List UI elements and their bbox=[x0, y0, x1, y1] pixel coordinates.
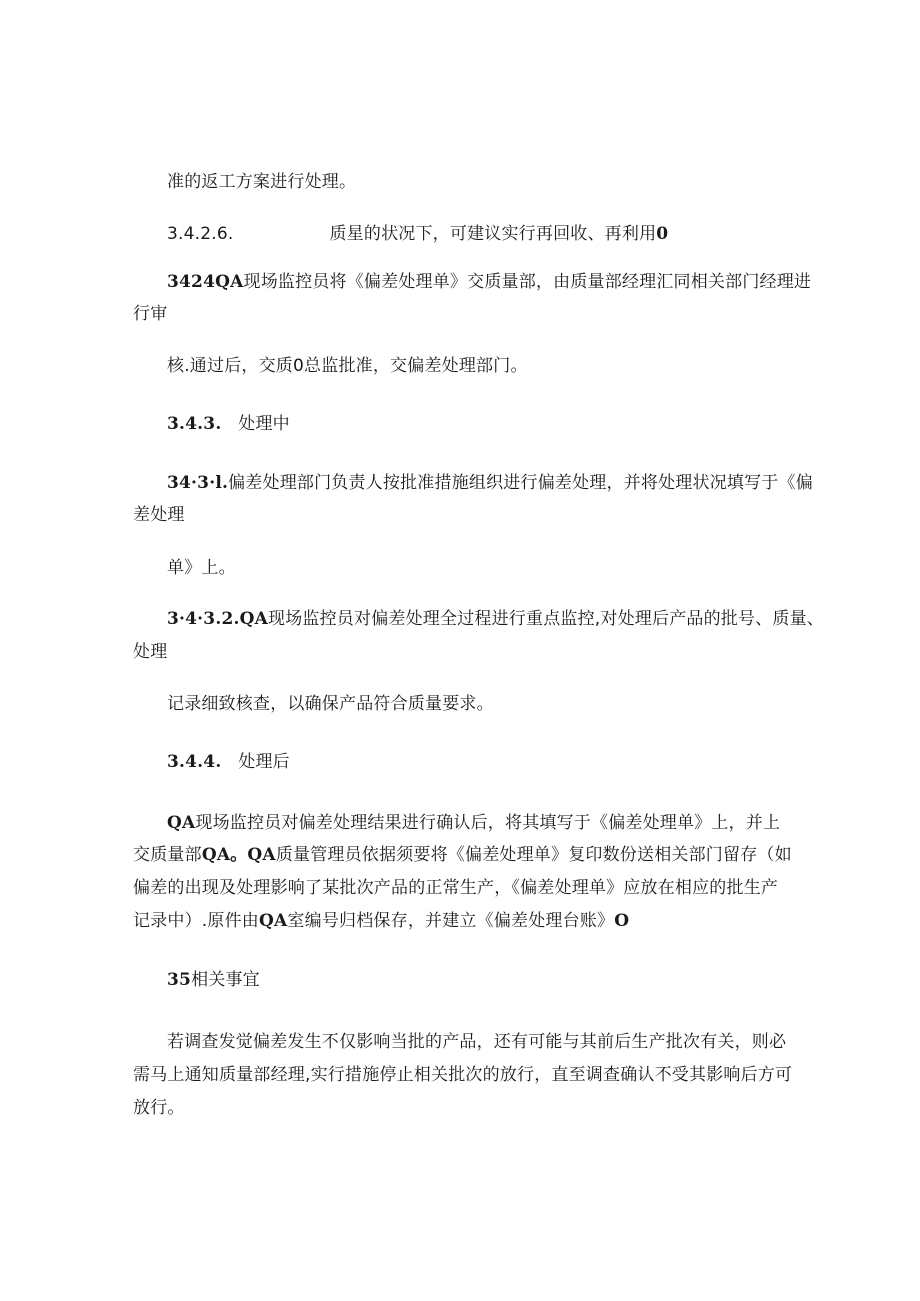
section-3-4-3-1-line2 bbox=[133, 503, 185, 527]
qa-label: QA。QA bbox=[201, 845, 276, 865]
section-3-4-3-1-line1 bbox=[167, 471, 813, 495]
section-3-4-2-6 bbox=[167, 222, 668, 246]
section-text: 现场监控员对偏差处理全过程进行重点监控,对处理后产品的批号、质量、 bbox=[268, 609, 825, 629]
heading-title: 处理中 bbox=[238, 414, 290, 434]
section-text: 偏差处理部门负责人按批准措施组织进行偏差处理，并将处理状况填写于《偏 bbox=[228, 473, 813, 493]
section-text: 处理 bbox=[133, 642, 168, 662]
text: 交质量部 bbox=[133, 845, 202, 865]
section-end: 0 bbox=[656, 224, 669, 244]
text: 若调查发觉偏差发生不仅影响当批的产品，还有可能与其前后生产批次有关，则必 bbox=[167, 1032, 787, 1052]
text: 质量管理员依据须要将《偏差处理单》复印数份送相关部门留存（如 bbox=[275, 845, 792, 865]
section-3-4-2-4-line2 bbox=[133, 302, 167, 326]
section-number: 3424QA bbox=[167, 272, 244, 292]
heading-number: 3.4.4. bbox=[167, 752, 222, 772]
text: 总监批准，交偏差处理部门。 bbox=[304, 356, 528, 376]
text: 准的返工方案进行处理。 bbox=[167, 172, 357, 192]
section-3-4-3-2-line1 bbox=[167, 607, 824, 631]
heading-title: 相关事宜 bbox=[191, 970, 260, 990]
paragraph-3-5-line1 bbox=[167, 1030, 786, 1054]
heading-number: 3.4.3. bbox=[167, 414, 222, 434]
section-3-4-2-4-line3 bbox=[167, 354, 528, 378]
paragraph-line-rework bbox=[167, 170, 356, 194]
section-3-4-3-2-line2 bbox=[133, 640, 167, 664]
text: 记录中）.原件由 bbox=[133, 911, 260, 931]
text: 室编号归档保存，并建立《偏差处理台账》 bbox=[287, 911, 615, 931]
section-number: 3·4·3.2.QA bbox=[167, 609, 268, 629]
section-text: 差处理 bbox=[133, 505, 185, 525]
text: 0 bbox=[293, 356, 305, 376]
paragraph-3-5-line3 bbox=[133, 1096, 185, 1120]
section-number: 34·3·l. bbox=[167, 473, 229, 493]
heading-3-4-3 bbox=[167, 412, 290, 436]
section-text: 单》上。 bbox=[167, 558, 236, 578]
paragraph-3-5-line2 bbox=[133, 1063, 792, 1087]
heading-3-4-4 bbox=[167, 750, 290, 774]
section-text: 行审 bbox=[133, 304, 168, 324]
heading-number: 35 bbox=[167, 970, 192, 990]
section-text: 质星的状况下，可建议实行再回收、再利用 bbox=[329, 224, 657, 244]
heading-3-5 bbox=[167, 968, 260, 992]
heading-title: 处理后 bbox=[238, 752, 290, 772]
text: 需马上通知质量部经理,实行措施停止相关批次的放行，直至调查确认不受其影响后方可 bbox=[133, 1065, 793, 1085]
text: 放行。 bbox=[133, 1098, 185, 1118]
qa-label: QA bbox=[259, 911, 288, 931]
qa-paragraph-line2 bbox=[133, 843, 792, 867]
text: 现场监控员对偏差处理结果进行确认后，将其填写于《偏差处理单》上，并上 bbox=[195, 813, 781, 833]
section-3-4-3-1-line3 bbox=[167, 556, 236, 580]
section-text: 现场监控员将《偏差处理单》交质量部，由质量部经理汇同相关部门经理进 bbox=[243, 272, 812, 292]
section-3-4-3-2-line3 bbox=[167, 692, 494, 716]
text-end: O bbox=[614, 911, 630, 931]
qa-label: QA bbox=[167, 813, 196, 833]
qa-paragraph-line4 bbox=[133, 909, 629, 933]
text: 核.通过后，交质 bbox=[167, 356, 294, 376]
text: 偏差的出现及处理影响了某批次产品的正常生产，《偏差处理单》应放在相应的批生产 bbox=[133, 878, 779, 898]
section-3-4-2-4-line1 bbox=[167, 270, 811, 294]
qa-paragraph-line3 bbox=[133, 876, 778, 900]
section-text: 记录细致核查，以确保产品符合质量要求。 bbox=[167, 694, 494, 714]
section-number: 3.4.2.6. bbox=[167, 224, 234, 244]
qa-paragraph-line1 bbox=[167, 811, 780, 835]
